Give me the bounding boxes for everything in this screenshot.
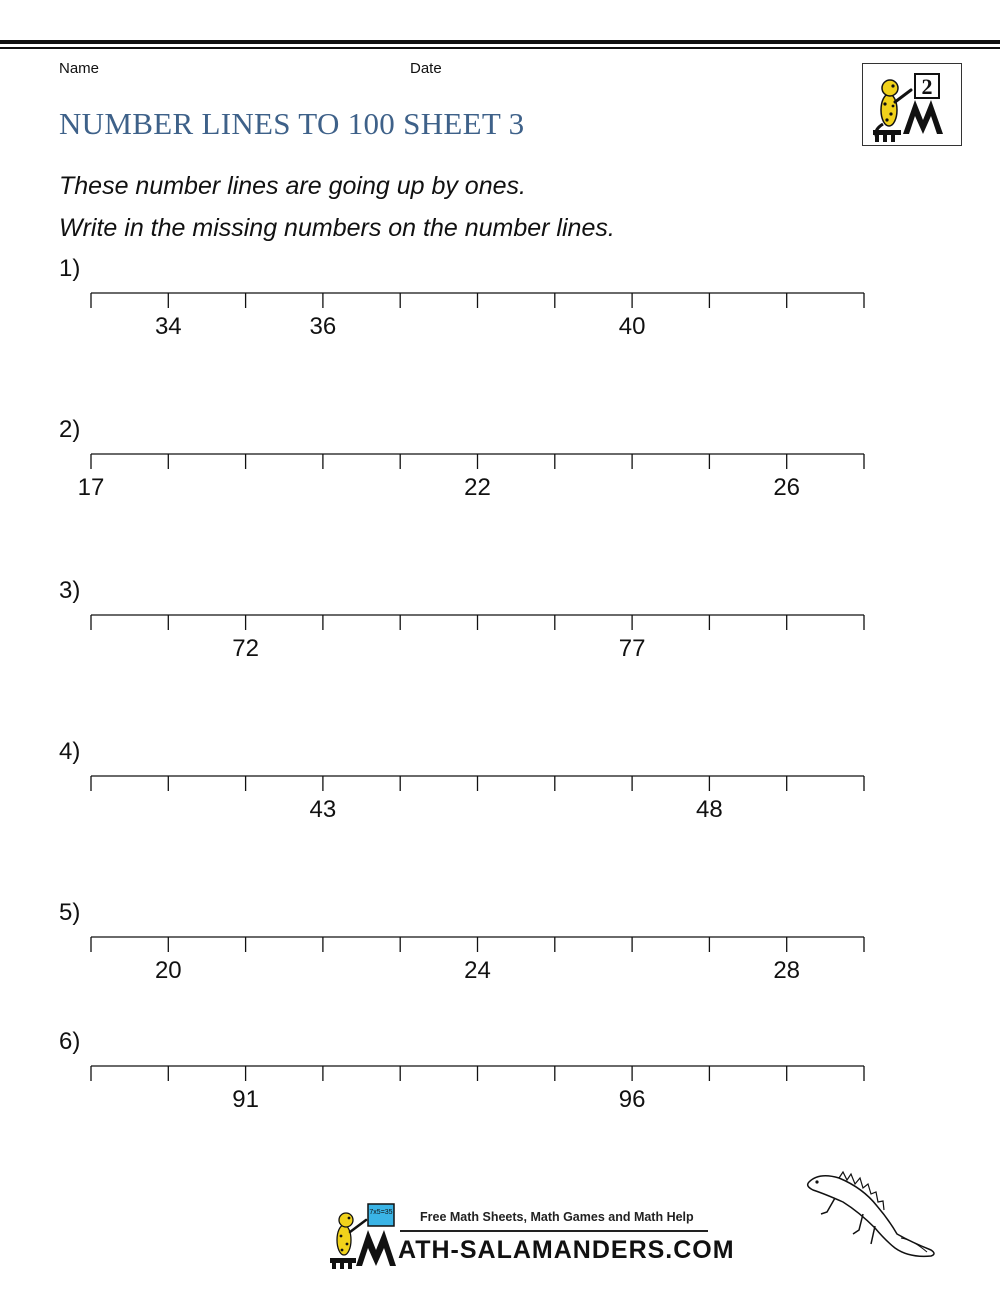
instruction-line-1: These number lines are going up by ones.: [59, 172, 526, 200]
tick-label: 34: [154, 313, 182, 340]
footer-rule: [400, 1230, 708, 1232]
tick-label: 20: [154, 957, 182, 984]
salamander-logo-icon: [863, 64, 961, 144]
page-title: NUMBER LINES TO 100 SHEET 3: [59, 106, 525, 141]
tick-label: 48: [696, 796, 723, 823]
instruction-line-2: Write in the missing numbers on the number lines.: [59, 214, 615, 242]
question-number-5: 5): [59, 899, 81, 926]
footer-salamander-logo-icon: [326, 1200, 406, 1270]
question-number-6: 6): [59, 1028, 81, 1055]
question-number-3: 3): [59, 577, 81, 604]
logo-badge-number: 2: [921, 74, 933, 99]
footer-tagline: Free Math Sheets, Math Games and Math Help: [420, 1210, 694, 1224]
tick-label: 43: [309, 796, 337, 823]
tick-label: 24: [464, 957, 491, 984]
top-rule-secondary: [0, 47, 1000, 49]
tick-label: 26: [773, 474, 801, 501]
tick-label: 77: [618, 635, 646, 662]
tick-label: 91: [232, 1086, 259, 1113]
tick-label: 96: [618, 1086, 646, 1113]
question-number-1: 1): [59, 255, 81, 282]
tick-label: 17: [77, 474, 105, 501]
tick-label: 36: [309, 313, 337, 340]
tick-label: 72: [232, 635, 259, 662]
footer-logo-sign: 7x5=35: [369, 1209, 393, 1216]
question-number-2: 2): [59, 416, 81, 443]
tick-label: 28: [773, 957, 801, 984]
footer-site-link[interactable]: ATH-SALAMANDERS.COM: [398, 1236, 735, 1264]
grade-logo: [862, 63, 962, 146]
salamander-drawing-icon: [805, 1168, 940, 1263]
top-rule: [0, 40, 1000, 44]
tick-label: 22: [464, 474, 491, 501]
date-label: Date: [410, 60, 442, 77]
name-label: Name: [59, 60, 100, 77]
tick-label: 40: [618, 313, 646, 340]
question-number-4: 4): [59, 738, 81, 765]
